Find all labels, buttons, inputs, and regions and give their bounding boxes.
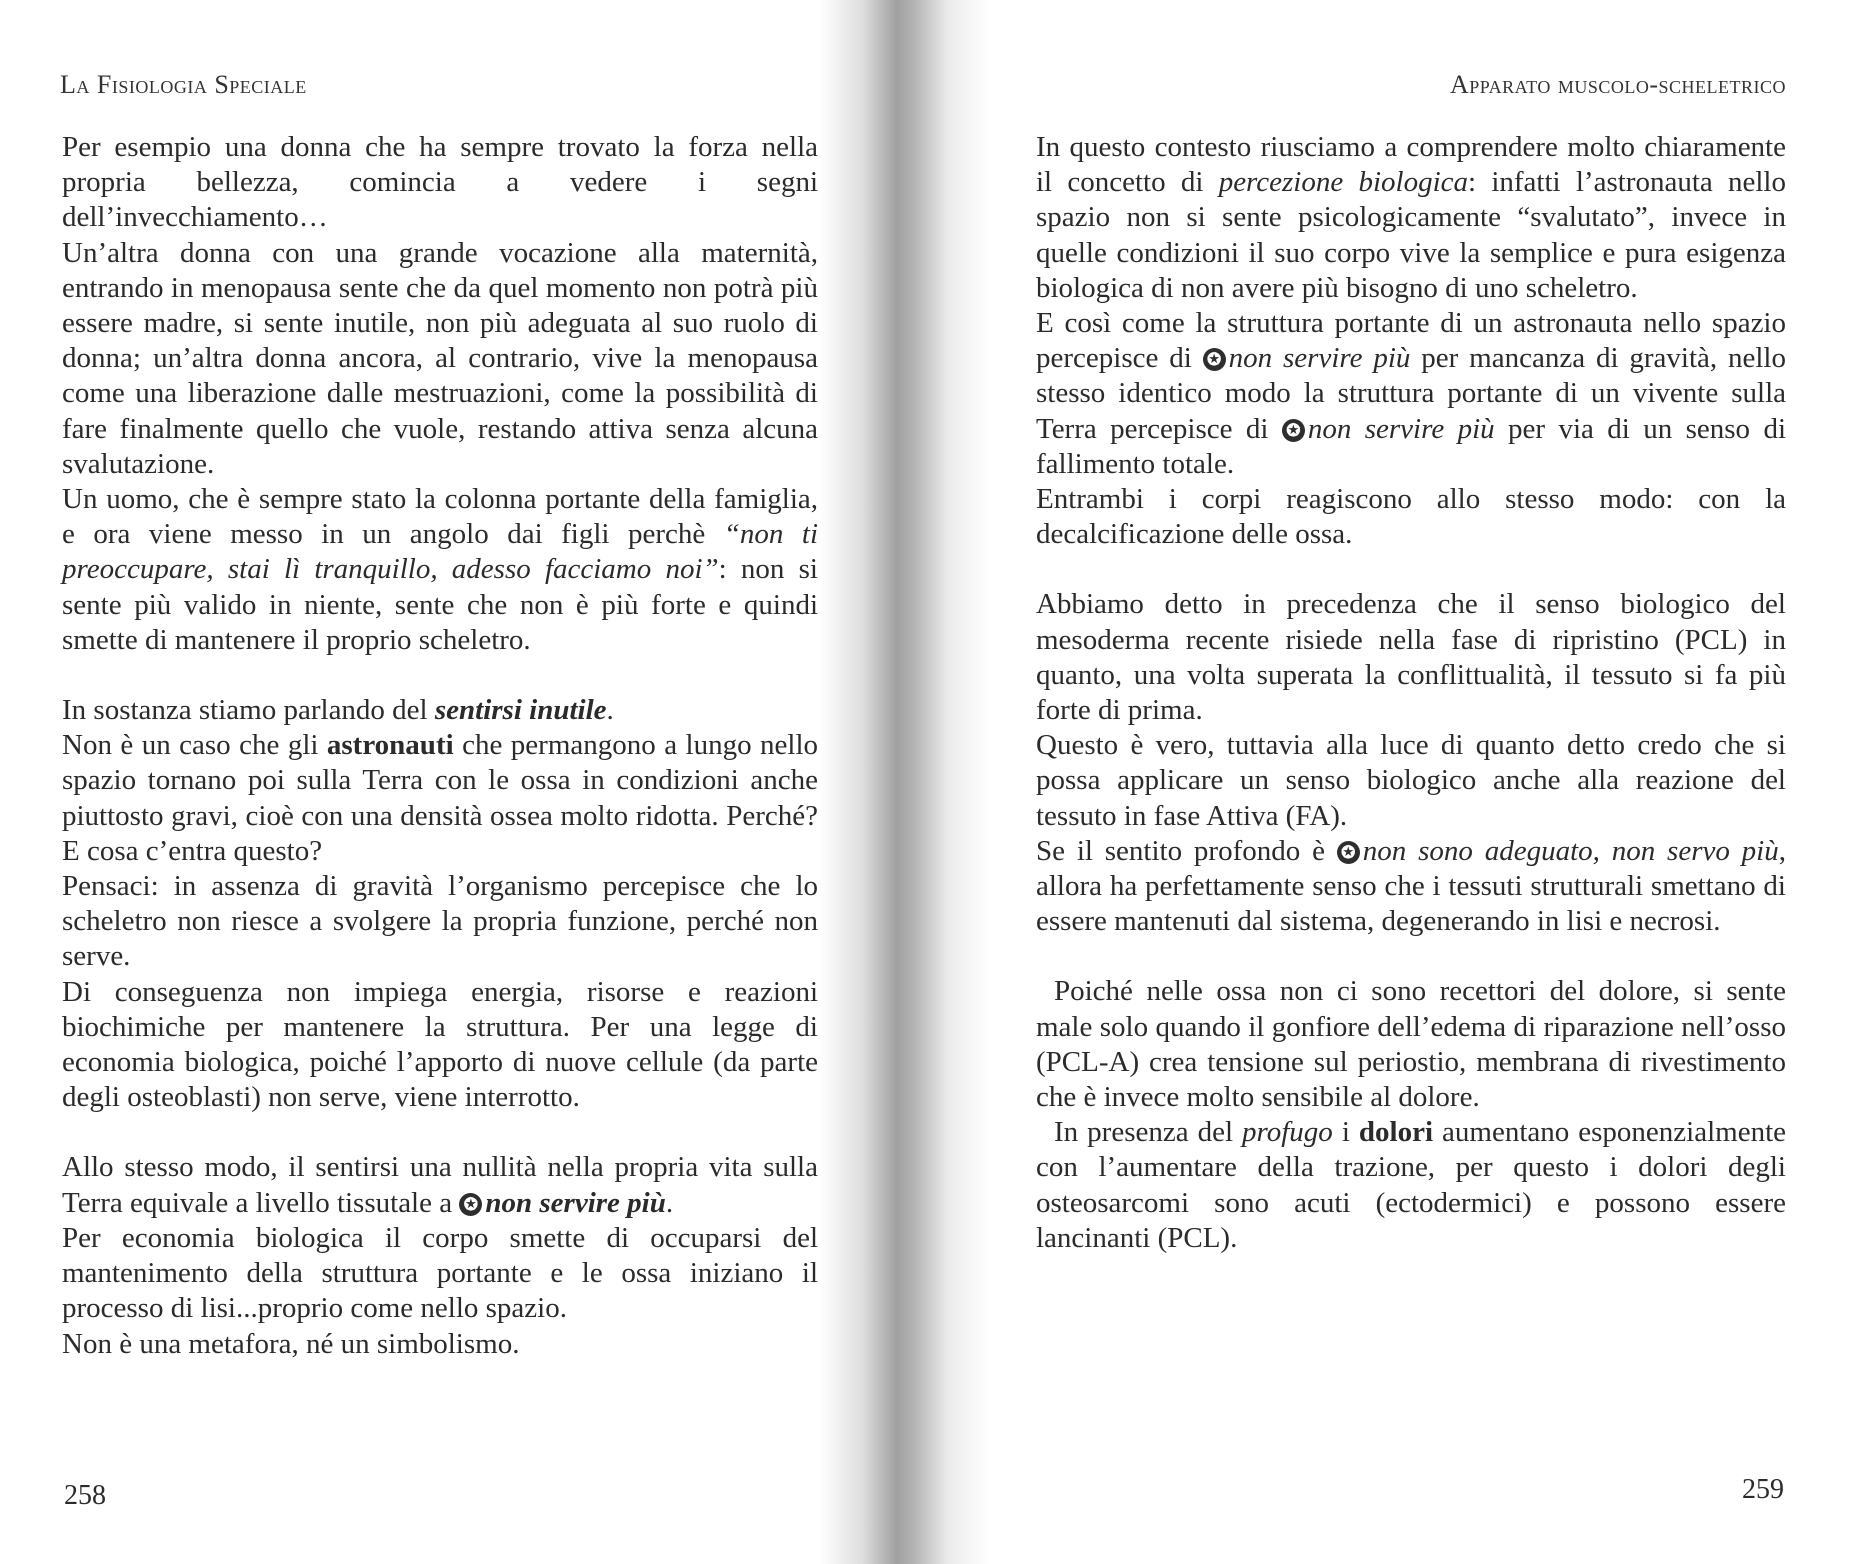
- paragraph-text: E così come la struttura portante di un astronauta nello spazio percepisce di: [1036, 307, 1786, 375]
- paragraph-text: In sostanza stiamo parlando del: [62, 694, 435, 727]
- paragraph: Questo è vero, tuttavia alla luce di quanto detto credo che si possa applicare un senso biologico anche alla reazione del tessuto in fase Attiva (FA).: [1036, 729, 1786, 832]
- left-page-number: 258: [64, 1480, 106, 1511]
- paragraph: [1036, 834, 1786, 940]
- paragraph-text: In presenza del: [1054, 1116, 1243, 1149]
- star-circle-icon: ✪: [459, 1193, 482, 1216]
- left-page: [0, 0, 880, 1564]
- paragraph: [1036, 306, 1786, 482]
- star-circle-icon: ✪: [1203, 348, 1226, 371]
- left-running-head: La Fisiologia Speciale: [60, 70, 307, 99]
- right-running-head: Apparato muscolo-scheletrico: [1450, 70, 1786, 99]
- right-page: [940, 0, 1868, 1564]
- paragraph: [62, 728, 818, 869]
- paragraph: [62, 1150, 818, 1220]
- star-circle-icon: ✪: [1337, 841, 1360, 864]
- paragraph: Poiché nelle ossa non ci sono recettori del dolore, si sente male solo quando il gonfiore dell’edema di riparazione nell’osso (PCL-A) crea tensione sul periostio, membrana di rivestimento che è invece molto sensibile al dolore.: [1036, 975, 1786, 1114]
- paragraph-text: per via di un senso di fallimento totale.: [1036, 412, 1786, 480]
- emphasis-text: sentirsi inutile: [434, 694, 607, 727]
- paragraph-text: , allora ha perfettamente senso che i tessuti strutturali smettano di essere mantenuti dal sistema, degenerando in lisi e necrosi.: [1036, 834, 1786, 938]
- paragraph-text: .: [606, 694, 614, 727]
- emphasis-text: non servire più: [1228, 342, 1411, 375]
- paragraph-text: Se il sentito profondo è: [1036, 834, 1337, 867]
- paragraph: [62, 482, 818, 658]
- paragraph: Per economia biologica il corpo smette di occuparsi del mantenimento della struttura portante e le ossa iniziano il processo di lisi...proprio come nello spazio.: [62, 1221, 818, 1325]
- paragraph: Entrambi i corpi reagiscono allo stesso modo: con la decalcificazione delle ossa.: [1036, 483, 1786, 551]
- paragraph-text: per mancanza di gravità, nello stesso identico modo la struttura portante di un vivente sulla Terra percepisce di: [1036, 342, 1786, 445]
- paragraph-text: che permangono a lungo nello spazio tornano poi sulla Terra con le ossa in condizioni anche piuttosto gravi, cioè con una densità ossea molto ridotta. Perché? E cosa c’entra questo?: [62, 729, 819, 867]
- paragraph: Non è una metafora, né un simbolismo.: [62, 1327, 520, 1360]
- paragraph-text: Non è un caso che gli: [62, 729, 327, 762]
- paragraph-text: Allo stesso modo, il sentirsi una nullità nella propria vita sulla Terra equivale a livello tissutale a: [62, 1151, 818, 1219]
- paragraph: [1036, 1115, 1786, 1256]
- right-page-number: 259: [1742, 1474, 1784, 1505]
- paragraph-text: : infatti l’astronauta nello spazio non si sente psicologicamente “svalutato”, invece in quelle condizioni il suo corpo vive la semplice e pura esigenza biologica di non avere più bisogno di uno scheletro.: [1036, 166, 1786, 304]
- paragraph-text: i: [1332, 1116, 1359, 1149]
- emphasis-text: profugo: [1242, 1116, 1333, 1149]
- paragraph: Pensaci: in assenza di gravità l’organismo percepisce che lo scheletro non riesce a svolgere la propria funzione, perché non serve.: [62, 870, 818, 973]
- paragraph: [62, 693, 818, 728]
- paragraph: [1036, 130, 1786, 306]
- left-body-text: [62, 130, 818, 1362]
- paragraph-text: Un uomo, che è sempre stato la colonna portante della famiglia, e ora viene messo in un angolo dai figli perchè: [62, 483, 818, 551]
- bold-text: dolori: [1358, 1116, 1434, 1149]
- paragraph: Un’altra donna con una grande vocazione alla maternità, entrando in menopausa sente che da quel momento non potrà più essere madre, si sente inutile, non più adeguata al suo ruolo di donna; un’altra donna ancora, al contrario, vive la menopausa come una liberazione dalle mestruazioni, come la possibilità di fare finalmente quello che vuole, restando attiva senza alcuna svalutazione.: [62, 236, 818, 480]
- quote-text: “non ti preoccupare, stai lì tranquillo, adesso facciamo noi”: [62, 518, 818, 586]
- paragraph: Per esempio una donna che ha sempre trovato la forza nella propria bellezza, comincia a vedere i segni dell’invecchiamento…: [62, 131, 818, 234]
- emphasis-text: non servire più: [485, 1186, 666, 1219]
- emphasis-text: non sono adeguato, non servo più: [1362, 834, 1779, 867]
- bold-text: astronauti: [326, 729, 454, 762]
- star-circle-icon: ✪: [1282, 419, 1305, 442]
- emphasis-text: percezione biologica: [1218, 166, 1469, 199]
- paragraph: Di conseguenza non impiega energia, risorse e reazioni biochimiche per mantenere la struttura. Per una legge di economia biologica, poiché l’apporto di nuove cellule (da parte degli osteoblasti) non serve, viene interrotto.: [62, 975, 818, 1114]
- right-body-text: [1036, 130, 1786, 1256]
- emphasis-text: non servire più: [1307, 412, 1495, 445]
- paragraph: Abbiamo detto in precedenza che il senso biologico del mesoderma recente risiede nella fase di ripristino (PCL) in quanto, una volta superata la conflittualità, il tessuto si fa più forte di prima.: [1036, 588, 1786, 727]
- paragraph-text: : non si sente più valido in niente, sente che non è più forte e quindi smette di mantenere il proprio scheletro.: [62, 553, 818, 656]
- paragraph-text: In questo contesto riusciamo a comprendere molto chiaramente il concetto di: [1036, 131, 1786, 199]
- paragraph-text: .: [665, 1186, 674, 1219]
- paragraph-text: aumentano esponenzialmente con l’aumentare della trazione, per questo i dolori degli osteosarcomi sono acuti (ectodermici) e possono essere lancinanti (PCL).: [1036, 1116, 1786, 1254]
